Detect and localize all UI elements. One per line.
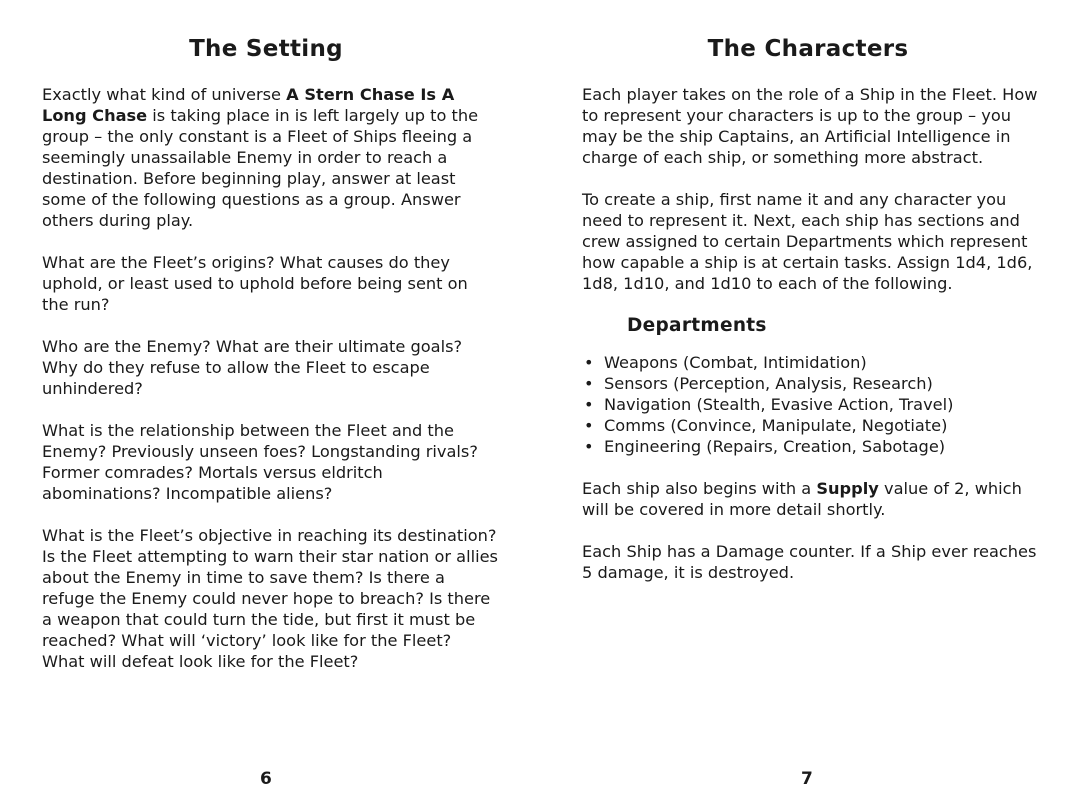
question-objective: What is the Fleet’s objective in reaching its destination? Is the Fleet attempting to warn their star nation or allies about the Enemy in time to save them? Is there a refuge the Enemy could never hope to breach? Is there a weapon that could turn the tide, but first it must be reached? What will ‘victory’ look like for the Fleet? What will defeat look like for the Fleet? [42, 526, 498, 671]
department-label: Sensors (Perception, Analysis, Research) [604, 374, 933, 393]
game-title-bold: A Stern Chase Is A Long Chase [42, 85, 455, 125]
right-page [538, 0, 1076, 793]
page-title-characters: The Characters [707, 36, 909, 62]
question-origins: What are the Fleet’s origins? What causes do they uphold, or least used to uphold before being sent on the run? [42, 253, 468, 314]
page-number-left: 6 [260, 769, 272, 789]
create-ship-paragraph: To create a ship, first name it and any character you need to represent it. Next, each ship has sections and crew assigned to certain Departments which represent how capable a ship is at certain tasks. Assign 1d4, 1d6, 1d8, 1d10, and 1d10 to each of the following. [582, 190, 1033, 293]
intro-text-before: Exactly what kind of universe [42, 85, 287, 104]
department-item [582, 394, 1038, 415]
page-number-right: 7 [801, 769, 813, 789]
intro-text-after: is taking place in is left largely up to the group – the only constant is a Fleet of Ships fleeing a seemingly unassailable Enemy in order to reach a destination. Before beginning play, answer at least some of the following questions as a group. Answer others during play. [42, 106, 479, 230]
damage-paragraph: Each Ship has a Damage counter. If a Ship ever reaches 5 damage, it is destroyed. [582, 542, 1037, 582]
setting-body [42, 84, 498, 693]
page-title-setting: The Setting [189, 36, 343, 62]
supply-text-after: value of 2, which will be covered in more detail shortly. [582, 479, 1022, 519]
department-label: Navigation (Stealth, Evasive Action, Travel) [604, 395, 954, 414]
bullet-icon: • [584, 395, 594, 414]
department-item [582, 415, 1038, 436]
question-enemy: Who are the Enemy? What are their ultimate goals? Why do they refuse to allow the Fleet to escape unhindered? [42, 337, 463, 398]
supply-text-before: Each ship also begins with a [582, 479, 817, 498]
bullet-icon: • [584, 437, 594, 456]
bullet-icon: • [584, 374, 594, 393]
department-label: Engineering (Repairs, Creation, Sabotage) [604, 437, 946, 456]
bullet-icon: • [584, 416, 594, 435]
supply-bold: Supply [816, 479, 879, 498]
department-label: Comms (Convince, Manipulate, Negotiate) [604, 416, 948, 435]
department-item [582, 436, 1038, 457]
intro-paragraph [42, 84, 498, 231]
supply-paragraph [582, 478, 1038, 520]
departments-heading: Departments [627, 315, 767, 336]
department-item [582, 352, 1038, 373]
department-item [582, 373, 1038, 394]
role-paragraph: Each player takes on the role of a Ship in the Fleet. How to represent your characters is up to the group – you may be the ship Captains, an Artificial Intelligence in charge of each ship, or something more abstract. [582, 85, 1038, 167]
department-label: Weapons (Combat, Intimidation) [604, 353, 867, 372]
question-relationship: What is the relationship between the Fleet and the Enemy? Previously unseen foes? Longstanding rivals? Former comrades? Mortals versus eldritch abominations? Incompatible aliens? [42, 421, 478, 503]
characters-body [582, 84, 1038, 604]
bullet-icon: • [584, 353, 594, 372]
departments-list [582, 352, 1038, 457]
